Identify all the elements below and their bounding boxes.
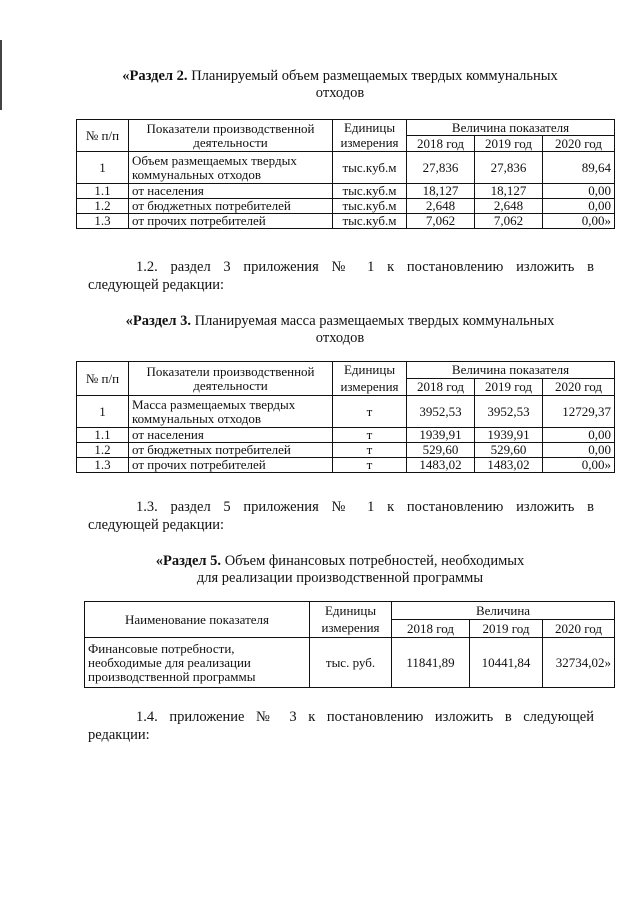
paragraph-1-4-line2: редакции: — [88, 727, 150, 743]
row-name: от прочих потребителей — [129, 214, 333, 229]
header-unit-line2: измерения — [333, 379, 407, 396]
row-name: от населения — [129, 428, 333, 443]
row-value-2020: 0,00 — [543, 443, 615, 458]
row-name: Масса размещаемых твердых коммунальных отходов — [129, 396, 333, 428]
row-num: 1.3 — [77, 458, 129, 473]
table-row — [77, 428, 615, 443]
table-row — [77, 458, 615, 473]
row-value-2018: 1939,91 — [407, 428, 475, 443]
row-value-2019: 3952,53 — [475, 396, 543, 428]
table-row — [77, 443, 615, 458]
row-value-2018: 3952,53 — [407, 396, 475, 428]
table-row — [77, 199, 615, 214]
row-value-2019: 529,60 — [475, 443, 543, 458]
row-name: от населения — [129, 184, 333, 199]
paragraph-1-4-line1: 1.4. приложение № 3 к постановлению изложить в следующей — [136, 709, 594, 725]
section2-title-bold: «Раздел 2. — [122, 68, 188, 84]
row-num: 1.1 — [77, 428, 129, 443]
paragraph-1-3-line2: следующей редакции: — [88, 517, 225, 533]
row-unit: тыс.куб.м — [333, 214, 407, 229]
header-num: № п/п — [77, 362, 129, 396]
row-value-2018: 18,127 — [407, 184, 475, 199]
row-num: 1.1 — [77, 184, 129, 199]
header-unit-line1: Единицы — [333, 120, 407, 136]
section5-table — [84, 601, 615, 688]
margin-rule — [0, 40, 2, 110]
row-unit: т — [333, 396, 407, 428]
header-value: Величина — [392, 602, 615, 620]
paragraph-1-2-line2: следующей редакции: — [88, 277, 225, 293]
row-unit: т — [333, 443, 407, 458]
row-value-2018: 7,062 — [407, 214, 475, 229]
header-year-2018: 2018 год — [392, 620, 470, 638]
row-value-2020: 0,00 — [543, 184, 615, 199]
row-name: Объем размещаемых твердых коммунальных отходов — [129, 152, 333, 184]
row-num: 1.3 — [77, 214, 129, 229]
header-num: № п/п — [77, 120, 129, 152]
header-indicator: Наименование показателя — [85, 602, 310, 638]
table-row — [77, 214, 615, 229]
table-row — [85, 638, 615, 688]
row-value-2018: 1483,02 — [407, 458, 475, 473]
row-value-2018: 529,60 — [407, 443, 475, 458]
section2-title — [60, 68, 620, 102]
row-value-2020: 89,64 — [543, 152, 615, 184]
header-year-2020: 2020 год — [543, 620, 615, 638]
paragraph-1-2-line1: 1.2. раздел 3 приложения № 1 к постановлению изложить в — [136, 259, 594, 275]
row-num: 1.2 — [77, 199, 129, 214]
section2-title-rest: Планируемый объем размещаемых твердых коммунальных — [187, 68, 558, 84]
table-row — [77, 396, 615, 428]
paragraph-1-4 — [88, 708, 594, 744]
paragraph-1-3-line1: 1.3. раздел 5 приложения № 1 к постановлению изложить в — [136, 499, 594, 515]
row-unit: т — [333, 428, 407, 443]
section5-title-bold: «Раздел 5. — [155, 553, 222, 569]
table-row — [77, 152, 615, 184]
row-num: 1 — [77, 152, 129, 184]
section3-title-line2: отходов — [315, 330, 365, 346]
row-name: от бюджетных потребителей — [129, 199, 333, 214]
header-year-2018: 2018 год — [407, 379, 475, 396]
header-year-2018: 2018 год — [407, 136, 475, 152]
row-value-2020: 0,00 — [543, 199, 615, 214]
row-value-2020: 0,00» — [543, 458, 615, 473]
header-year-2019: 2019 год — [475, 136, 543, 152]
row-value-2019: 2,648 — [475, 199, 543, 214]
row-unit: т — [333, 458, 407, 473]
row-name: от прочих потребителей — [129, 458, 333, 473]
row-value-2020: 0,00 — [543, 428, 615, 443]
row-value-2020: 32734,02» — [543, 638, 615, 688]
section3-table — [76, 361, 615, 473]
section3-title — [60, 313, 620, 347]
section2-table — [76, 119, 615, 229]
header-year-2019: 2019 год — [475, 379, 543, 396]
paragraph-1-3 — [88, 498, 594, 534]
header-unit-line1: Единицы — [310, 602, 392, 620]
section5-title-rest: Объем финансовых потребностей, необходимых — [221, 553, 525, 569]
header-year-2020: 2020 год — [543, 379, 615, 396]
section3-title-rest: Планируемая масса размещаемых твердых коммунальных — [191, 313, 555, 329]
row-num: 1 — [77, 396, 129, 428]
row-value-2020: 12729,37 — [543, 396, 615, 428]
row-value-2018: 27,836 — [407, 152, 475, 184]
row-name: от бюджетных потребителей — [129, 443, 333, 458]
row-unit: тыс.куб.м — [333, 184, 407, 199]
section5-title — [60, 553, 620, 587]
header-year-2019: 2019 год — [470, 620, 543, 638]
row-unit: тыс. руб. — [310, 638, 392, 688]
header-value: Величина показателя — [407, 362, 615, 379]
row-value-2019: 1939,91 — [475, 428, 543, 443]
row-value-2019: 18,127 — [475, 184, 543, 199]
header-year-2020: 2020 год — [543, 136, 615, 152]
row-value-2019: 1483,02 — [475, 458, 543, 473]
section2-title-line2: отходов — [315, 85, 365, 101]
row-value-2019: 7,062 — [475, 214, 543, 229]
header-unit-line1: Единицы — [333, 362, 407, 379]
paragraph-1-2 — [88, 258, 594, 294]
row-value-2020: 0,00» — [543, 214, 615, 229]
header-unit-line2: измерения — [310, 620, 392, 638]
row-value-2019: 27,836 — [475, 152, 543, 184]
row-value-2019: 10441,84 — [470, 638, 543, 688]
table-row — [77, 184, 615, 199]
row-value-2018: 11841,89 — [392, 638, 470, 688]
section5-title-line2: для реализации производственной программы — [196, 570, 484, 586]
header-value: Величина показателя — [407, 120, 615, 136]
row-num: 1.2 — [77, 443, 129, 458]
header-indicator: Показатели производственной деятельности — [129, 120, 333, 152]
row-value-2018: 2,648 — [407, 199, 475, 214]
row-unit: тыс.куб.м — [333, 152, 407, 184]
row-unit: тыс.куб.м — [333, 199, 407, 214]
row-name: Финансовые потребности, необходимые для реализации производственной программы — [85, 638, 310, 688]
header-unit-line2: измерения — [333, 136, 407, 152]
section3-title-bold: «Раздел 3. — [125, 313, 191, 329]
header-indicator: Показатели производственной деятельности — [129, 362, 333, 396]
